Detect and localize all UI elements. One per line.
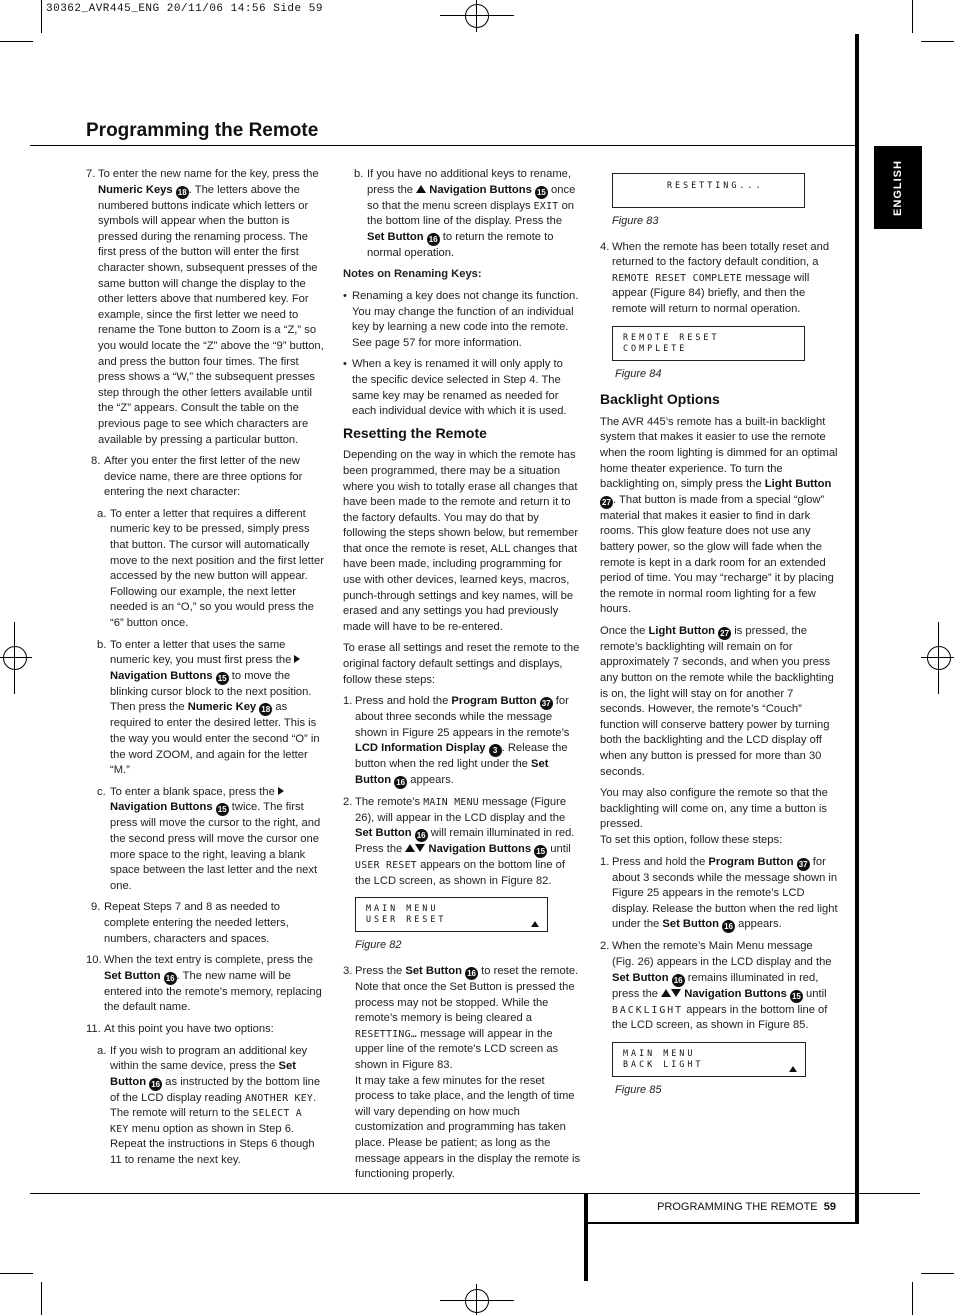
backlight-step-2 xyxy=(600,939,838,1033)
registration-mark xyxy=(476,0,477,32)
figure-caption: Figure 83 xyxy=(612,215,659,227)
callout-badge: 15 xyxy=(534,845,547,858)
step-number: 2. xyxy=(343,796,353,808)
page-number: 59 xyxy=(823,1201,836,1213)
step-number: 10. xyxy=(86,954,102,967)
lcd-line-1: MAIN MENU xyxy=(366,903,439,914)
footer-section: PROGRAMMING THE REMOTE xyxy=(657,1201,818,1213)
lcd-line-1: RESETTING... xyxy=(667,180,764,190)
lcd-text: USER RESET xyxy=(355,860,417,872)
backlight-step-1 xyxy=(600,855,838,934)
column-2 xyxy=(343,167,581,1189)
up-arrow-icon xyxy=(531,921,539,927)
paragraph-text: The AVR 445’s remote has a built-in backlight system that makes it easier to use the remote when the room lighting is dimmed for an optimal home theater experience. To turn the backlighting on, simply press the xyxy=(600,415,838,491)
step-text: Repeat Steps 7 and 8 as needed to complete entering the needed letters, numbers, characters and spaces. xyxy=(104,901,289,945)
note-item xyxy=(343,289,581,351)
callout-badge: 16 xyxy=(465,967,478,980)
step-number: 3. xyxy=(343,964,353,977)
callout-badge: 15 xyxy=(216,803,229,816)
navigation-buttons-label: Navigation Buttons xyxy=(684,987,787,1000)
step-text: When the remote’s Main Menu message (Fig. 26) appears in the LCD display and the xyxy=(612,940,832,968)
callout-badge: 16 xyxy=(415,829,428,842)
step-text: appears. xyxy=(735,918,782,931)
note-item xyxy=(343,357,581,419)
callout-badge: 15 xyxy=(216,672,229,685)
callout-badge: 16 xyxy=(427,233,440,246)
set-button-label: Set Button xyxy=(355,827,412,840)
step-text: appears on the bottom line of the LCD screen, as shown in Figure 82. xyxy=(355,859,566,887)
down-arrow-icon xyxy=(671,989,681,997)
callout-badge: 16 xyxy=(722,920,735,933)
lcd-text: RESETTING… xyxy=(355,1028,417,1040)
right-border xyxy=(855,34,859,1224)
step-text: for about three seconds while the message shown in Figure 25 appears in the remote’s xyxy=(355,695,570,739)
callout-badge: 27 xyxy=(718,627,731,640)
crop-mark xyxy=(0,1273,33,1274)
registration-mark xyxy=(476,1284,477,1315)
up-arrow-icon xyxy=(405,844,415,852)
crop-mark xyxy=(912,0,913,33)
set-button-label: Set Button xyxy=(612,971,669,984)
language-tab-label: ENGLISH xyxy=(892,159,904,216)
figure-caption: Figure 85 xyxy=(615,1083,662,1096)
up-arrow-icon xyxy=(789,1066,797,1072)
step-letter: b. xyxy=(97,638,107,651)
step-text: twice. The first press will move the cursor to the right, and the second press will move the cursor one more space to the right, leaving a blank space between the last letter and the next one. xyxy=(110,801,321,892)
callout-badge: 18 xyxy=(259,703,272,716)
registration-mark xyxy=(938,622,939,694)
paragraph: To set this option, follow these steps: xyxy=(600,834,783,846)
paragraph: To erase all settings and reset the remote to the original factory default settings and displays, follow these steps: xyxy=(343,642,580,686)
step-text: . Release the button when the red light under the xyxy=(355,742,568,771)
step-text: At this point you have two options: xyxy=(104,1022,274,1035)
crop-mark xyxy=(921,1273,954,1274)
set-button-label: Set Button xyxy=(367,230,424,243)
registration-mark xyxy=(465,4,489,28)
lcd-line-2: BACK LIGHT xyxy=(623,1058,704,1069)
language-tab xyxy=(874,146,922,229)
crop-mark xyxy=(912,1282,913,1315)
lcd-line-1: REMOTE RESET xyxy=(623,331,720,342)
step-number: 11. xyxy=(86,1022,101,1035)
step-text: to return the remote to normal operation. xyxy=(367,230,554,259)
lcd-text: MAIN MENU xyxy=(423,797,479,808)
reset-step-2 xyxy=(343,795,581,889)
right-arrow-icon xyxy=(294,655,300,663)
step-11 xyxy=(86,1022,324,1038)
step-number: 8. xyxy=(91,455,101,468)
down-arrow-icon xyxy=(415,844,425,852)
numeric-keys-label: Numeric Keys xyxy=(98,183,173,196)
set-button-label: Set Button xyxy=(662,918,719,931)
paragraph xyxy=(600,624,838,780)
step-letter: c. xyxy=(97,785,106,798)
callout-badge: 16 xyxy=(394,776,407,789)
step-number: 1. xyxy=(343,695,353,708)
figure-caption: Figure 84 xyxy=(615,367,662,380)
callout-badge: 16 xyxy=(149,1078,162,1091)
step-letter: a. xyxy=(97,507,107,520)
note-text: Renaming a key does not change its function. You may change the function of an individual key by learning a new code into the remote. See page 57 for more information. xyxy=(352,289,579,349)
footer-divider xyxy=(584,1193,588,1281)
set-button-label: Set Button xyxy=(405,964,462,977)
registration-mark xyxy=(0,657,32,658)
step-text: To enter a letter that uses the same numeric key, you must first press the xyxy=(110,638,295,667)
set-button-label: Set Button xyxy=(110,1060,296,1088)
step-number: 4. xyxy=(600,240,610,253)
callout-badge: 15 xyxy=(790,990,803,1003)
lcd-figure-82 xyxy=(355,897,548,932)
reset-step-4 xyxy=(600,240,838,318)
step-text: . The remote will return to the xyxy=(110,1091,317,1120)
step-text: . The letters above the numbered buttons indicate which letters or symbols will appear when the button is pressed during the renaming process. The first press of the button will enter the first character shown, subsequent presses of the same button will change the display to the other letters above that numbered key. For example, since the first letter we need to rename the Tone button to Zoom is a “Z,” so you would locate the “Z” above the “9” button, and press the button four times. The first press shows a “W,” the subsequent presses step through the other letters available until the “Z” appears. Consult the table on the previous page to see which characters are available by pressing a particular button. xyxy=(98,183,324,446)
step-text: once so that the menu screen displays xyxy=(367,183,576,212)
step-text: To enter a blank space, press the xyxy=(110,785,278,798)
callout-badge: 18 xyxy=(176,186,189,199)
note-text: When a key is renamed it will only apply to the specific device selected in Step 4. The same key may be renamed as needed for each individual device with which it is used. xyxy=(352,358,567,418)
step-7 xyxy=(86,167,324,448)
program-button-label: Program Button xyxy=(708,855,794,868)
print-slug: 30362_AVR445_ENG 20/11/06 14:56 Side 59 xyxy=(46,3,323,15)
step-text: menu option as shown in Step 6. Repeat the instructions in Steps 6 though 11 to rename the next key. xyxy=(110,1122,315,1167)
step-10 xyxy=(86,953,324,1016)
step-text: Press and hold the xyxy=(355,695,452,708)
step-text: message will appear (Figure 84) briefly, and then the remote will return to normal operation. xyxy=(612,271,810,315)
step-text: for about 3 seconds while the message shown in Figure 25 appears in the remote’s LCD display. Release the button when the red light under the xyxy=(612,855,838,931)
step-11b xyxy=(343,167,581,261)
step-number: 7. xyxy=(86,168,96,180)
step-text: to move the blinking cursor block to the next position. Then press the xyxy=(110,669,312,714)
step-text: When the text entry is complete, press the xyxy=(104,954,313,967)
step-text: message will appear in the upper line of the remote’s LCD screen as shown in Figure 83. xyxy=(355,1027,559,1071)
step-text: It may take a few minutes for the reset process to take place, and the length of time will vary depending on how much customization and programming has taken place. Please be patient; as long as the message appears in the display the remote is functioning properly. xyxy=(355,1074,581,1181)
callout-badge: 27 xyxy=(600,496,613,509)
navigation-buttons-label: Navigation Buttons xyxy=(428,843,532,856)
paragraph: Depending on the way in which the remote has been programmed, there may be a situation where you wish to totally erase all changes that have been made to the remote and return it to the factory defaults. You may do that by following the steps shown below, but remember that once the remote is reset, ALL changes that have been made, including programming for use with other devices, learned keys, macros, punch-through settings and key names, will be erased and any settings you had previously made will have to be re-entered. xyxy=(343,449,579,633)
step-text: If you wish to program an additional key within the same device, press the xyxy=(110,1044,308,1073)
program-button-label: Program Button xyxy=(451,695,537,708)
step-text: Press the xyxy=(355,964,406,977)
lcd-text: SELECT A KEY xyxy=(110,1108,302,1135)
step-text: to reset the remote. Note that once the Set Button is pressed the process may not be stopped. While the remote’s memory is being cleared a xyxy=(355,964,579,1025)
step-8b xyxy=(86,638,324,779)
callout-badge: 15 xyxy=(535,186,548,199)
reset-step-3 xyxy=(343,964,581,1183)
light-button-label: Light Button xyxy=(648,624,715,637)
registration-mark xyxy=(14,622,15,694)
step-text: After you enter the first letter of the new device name, there are three options for entering the next character: xyxy=(104,455,303,499)
paragraph-text: Once the xyxy=(600,624,649,637)
step-letter: a. xyxy=(97,1044,107,1057)
lcd-figure-85 xyxy=(612,1042,806,1077)
step-9 xyxy=(86,900,324,947)
callout-badge: 16 xyxy=(672,974,685,987)
step-number: 1. xyxy=(600,855,610,868)
step-8c xyxy=(86,785,324,895)
step-text: appears. xyxy=(407,774,454,786)
set-button-label: Set Button xyxy=(355,758,549,786)
numeric-key-label: Numeric Key xyxy=(187,701,257,714)
set-button-label: Set Button xyxy=(104,969,161,982)
lcd-text: BACKLIGHT xyxy=(612,1004,684,1016)
bullet: • xyxy=(343,358,347,371)
footer-box-rule xyxy=(588,1222,859,1224)
lcd-figure-83 xyxy=(612,173,805,208)
navigation-buttons-label: Navigation Buttons xyxy=(110,801,213,814)
step-text: will remain illuminated in red. Press the xyxy=(355,827,575,856)
step-number: 9. xyxy=(91,901,101,914)
registration-mark xyxy=(440,15,514,16)
page-footer xyxy=(657,1201,836,1213)
lcd-line-2: USER RESET xyxy=(366,914,447,925)
step-text: message (Figure 26), will appear in the LCD display and the xyxy=(355,796,567,824)
registration-mark xyxy=(927,646,951,670)
footer-rule xyxy=(30,1193,920,1194)
paragraph: You may also configure the remote so that the backlighting will come on, any time a button is pressed. xyxy=(600,787,828,831)
reset-step-1 xyxy=(343,694,581,789)
callout-badge: 37 xyxy=(540,697,553,710)
paragraph-text: is pressed, the remote’s backlighting will remain on for approximately 7 seconds, and when you press any button on the remote while the backlighting is on, the light will stay on for another 7 seconds. However, the remote’s “Couch” function will conserve battery power by turning both the backlighting and the LCD display off when any button is pressed for more than 30 seconds. xyxy=(600,624,834,778)
section-heading-backlight: Backlight Options xyxy=(600,391,720,408)
registration-mark xyxy=(3,646,27,670)
callout-badge: 37 xyxy=(797,858,810,871)
column-3 xyxy=(600,173,838,1108)
step-8 xyxy=(86,454,324,501)
step-text: as required to enter the desired letter. This is the way you would enter the second “O” in the word ZOOM, and again for the letter “M.” xyxy=(110,701,320,777)
section-heading-reset: Resetting the Remote xyxy=(343,424,487,441)
lcd-text: REMOTE RESET COMPLETE xyxy=(612,272,743,284)
lcd-line-1: MAIN MENU xyxy=(623,1047,696,1058)
step-letter: b. xyxy=(354,168,364,180)
bullet: • xyxy=(343,289,347,302)
step-text: Press and hold the xyxy=(612,855,709,868)
registration-mark xyxy=(440,1300,514,1301)
light-button-label: Light Button xyxy=(764,478,832,491)
step-text: To enter a letter that requires a different numeric key to be pressed, simply press that button. The cursor will automatically move to the next position and the first letter accessed by the new button will appear. Following our example, the next letter needed is an “O,” so you would press the “6” button once. xyxy=(110,507,324,630)
crop-mark xyxy=(921,41,954,42)
crop-mark xyxy=(41,1282,42,1315)
step-text: . The new name will be entered into the remote’s memory, replacing the default name. xyxy=(104,969,322,1014)
step-text: If you have no additional keys to rename, press the xyxy=(367,168,571,196)
step-text: remains illuminated in red, press the xyxy=(612,971,819,1000)
step-text: on the bottom line of the display. Press the xyxy=(367,199,575,228)
up-arrow-icon xyxy=(416,185,426,193)
step-text: appears in the bottom line of the LCD screen, as shown in Figure 85. xyxy=(612,1003,828,1032)
lcd-figure-84 xyxy=(612,326,805,361)
notes-heading: Notes on Renaming Keys: xyxy=(343,268,482,281)
step-text: To enter the new name for the key, press the xyxy=(98,168,319,180)
step-8a xyxy=(86,507,324,632)
right-arrow-icon xyxy=(278,787,284,795)
navigation-buttons-label: Navigation Buttons xyxy=(429,183,532,196)
paragraph xyxy=(600,415,838,618)
lcd-display-label: LCD Information Display xyxy=(355,742,486,755)
registration-mark xyxy=(465,1289,489,1313)
crop-mark xyxy=(41,0,42,33)
callout-badge: 3 xyxy=(489,744,502,757)
page-title: Programming the Remote xyxy=(86,120,319,141)
lcd-line-2: COMPLETE xyxy=(623,342,688,353)
step-number: 2. xyxy=(600,940,610,953)
lcd-text: EXIT xyxy=(533,200,559,212)
step-text: When the remote has been totally reset and returned to the factory default condition, a xyxy=(612,240,830,269)
step-text: until xyxy=(802,987,827,1000)
step-text: as instructed by the bottom line of the LCD display reading xyxy=(110,1075,321,1104)
navigation-buttons-label: Navigation Buttons xyxy=(110,669,213,682)
column-1 xyxy=(86,167,324,1175)
lcd-text: ANOTHER KEY xyxy=(244,1092,314,1104)
header-rule xyxy=(30,145,858,146)
paragraph-text: . That button is made from a special “glow” material that makes it easier to find in dark rooms. This glow feature does not use any battery power, so the glow will fade when the remote is kept in a dark room for an extended period of time. You may “recharge” it by placing the remote in normal room lighting for a few hours. xyxy=(600,493,834,616)
crop-mark xyxy=(0,41,33,42)
step-text: The remote’s xyxy=(355,796,424,808)
up-arrow-icon xyxy=(661,989,671,997)
step-11a xyxy=(86,1044,324,1169)
callout-badge: 16 xyxy=(164,972,177,985)
figure-caption: Figure 82 xyxy=(355,939,402,952)
step-text: until xyxy=(547,843,571,856)
